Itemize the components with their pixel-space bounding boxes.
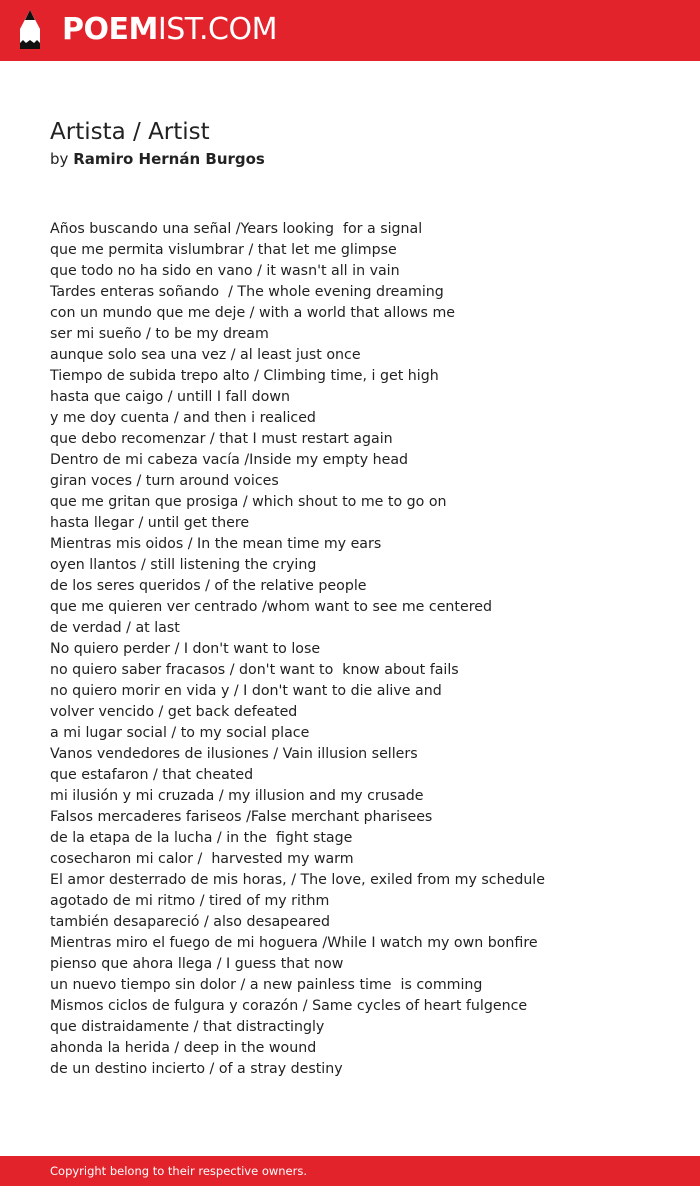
poem-line: Dentro de mi cabeza vacía /Inside my empty head xyxy=(50,452,409,468)
site-footer xyxy=(0,1156,700,1186)
poem-line: que me quieren ver centrado /whom want to see me centered xyxy=(50,599,492,615)
copyright-text: Copyright belong to their respective owners. xyxy=(50,1164,308,1178)
poem-line: aunque solo sea una vez / al least just once xyxy=(50,347,361,363)
poem-line: agotado de mi ritmo / tired of my rithm xyxy=(50,893,330,909)
poem-line: que me gritan que prosiga / which shout to me to go on xyxy=(50,494,447,510)
pen-nib-icon[interactable] xyxy=(17,9,43,51)
site-logo-link[interactable] xyxy=(62,12,277,48)
poem-line: y me doy cuenta / and then i realiced xyxy=(50,410,316,426)
poem-line: con un mundo que me deje / with a world that allows me xyxy=(50,305,455,321)
poem-line: No quiero perder / I don't want to lose xyxy=(50,641,321,657)
poem-line: no quiero morir en vida y / I don't want to die alive and xyxy=(50,683,442,699)
poem-line: mi ilusión y mi cruzada / my illusion and my crusade xyxy=(50,788,424,804)
poem-line: Tardes enteras soñando / The whole evening dreaming xyxy=(50,284,444,300)
poem-line: hasta llegar / until get there xyxy=(50,515,250,531)
brand-light: IST.COM xyxy=(157,12,277,47)
poem-body xyxy=(50,219,670,1080)
poem-line: Tiempo de subida trepo alto / Climbing time, i get high xyxy=(50,368,439,384)
poem-line: que me permita vislumbrar / that let me glimpse xyxy=(50,242,397,258)
byline xyxy=(50,148,265,170)
poem-line: oyen llantos / still listening the crying xyxy=(50,557,317,573)
poem-line: también desapareció / also desapeared xyxy=(50,914,330,930)
poem-line: ser mi sueño / to be my dream xyxy=(50,326,269,342)
brand-bold: POEM xyxy=(62,12,158,47)
site-header xyxy=(0,0,700,61)
poem-line: de verdad / at last xyxy=(50,620,180,636)
poem-title: Artista / Artist xyxy=(50,119,210,145)
poem-line: pienso que ahora llega / I guess that now xyxy=(50,956,344,972)
poem-line: ahonda la herida / deep in the wound xyxy=(50,1040,317,1056)
poem-line: de un destino incierto / of a stray destiny xyxy=(50,1061,343,1077)
poem-line: Falsos mercaderes fariseos /False merchant pharisees xyxy=(50,809,433,825)
poem-line: que debo recomenzar / that I must restart again xyxy=(50,431,393,447)
author-name: Ramiro Hernán Burgos xyxy=(73,150,265,168)
poem-line: El amor desterrado de mis horas, / The love, exiled from my schedule xyxy=(50,872,545,888)
poem-line: un nuevo tiempo sin dolor / a new painless time is comming xyxy=(50,977,483,993)
poem-line: que distraidamente / that distractingly xyxy=(50,1019,325,1035)
poem-line: de la etapa de la lucha / in the fight stage xyxy=(50,830,353,846)
poem-line: hasta que caigo / untill I fall down xyxy=(50,389,290,405)
poem-line: Vanos vendedores de ilusiones / Vain illusion sellers xyxy=(50,746,418,762)
poem-line: que estafaron / that cheated xyxy=(50,767,254,783)
poem-line: Mientras mis oidos / In the mean time my ears xyxy=(50,536,382,552)
poem-line: Años buscando una señal /Years looking for a signal xyxy=(50,221,423,237)
poem-line: a mi lugar social / to my social place xyxy=(50,725,310,741)
poem-line: Mientras miro el fuego de mi hoguera /While I watch my own bonfire xyxy=(50,935,538,951)
poem-line: no quiero saber fracasos / don't want to know about fails xyxy=(50,662,459,678)
poem-line: cosecharon mi calor / harvested my warm xyxy=(50,851,354,867)
poem-line: giran voces / turn around voices xyxy=(50,473,279,489)
poem-line: Mismos ciclos de fulgura y corazón / Same cycles of heart fulgence xyxy=(50,998,528,1014)
by-label: by xyxy=(50,150,69,168)
poem-line: volver vencido / get back defeated xyxy=(50,704,298,720)
poem-line: de los seres queridos / of the relative people xyxy=(50,578,367,594)
poem-line: que todo no ha sido en vano / it wasn't all in vain xyxy=(50,263,400,279)
